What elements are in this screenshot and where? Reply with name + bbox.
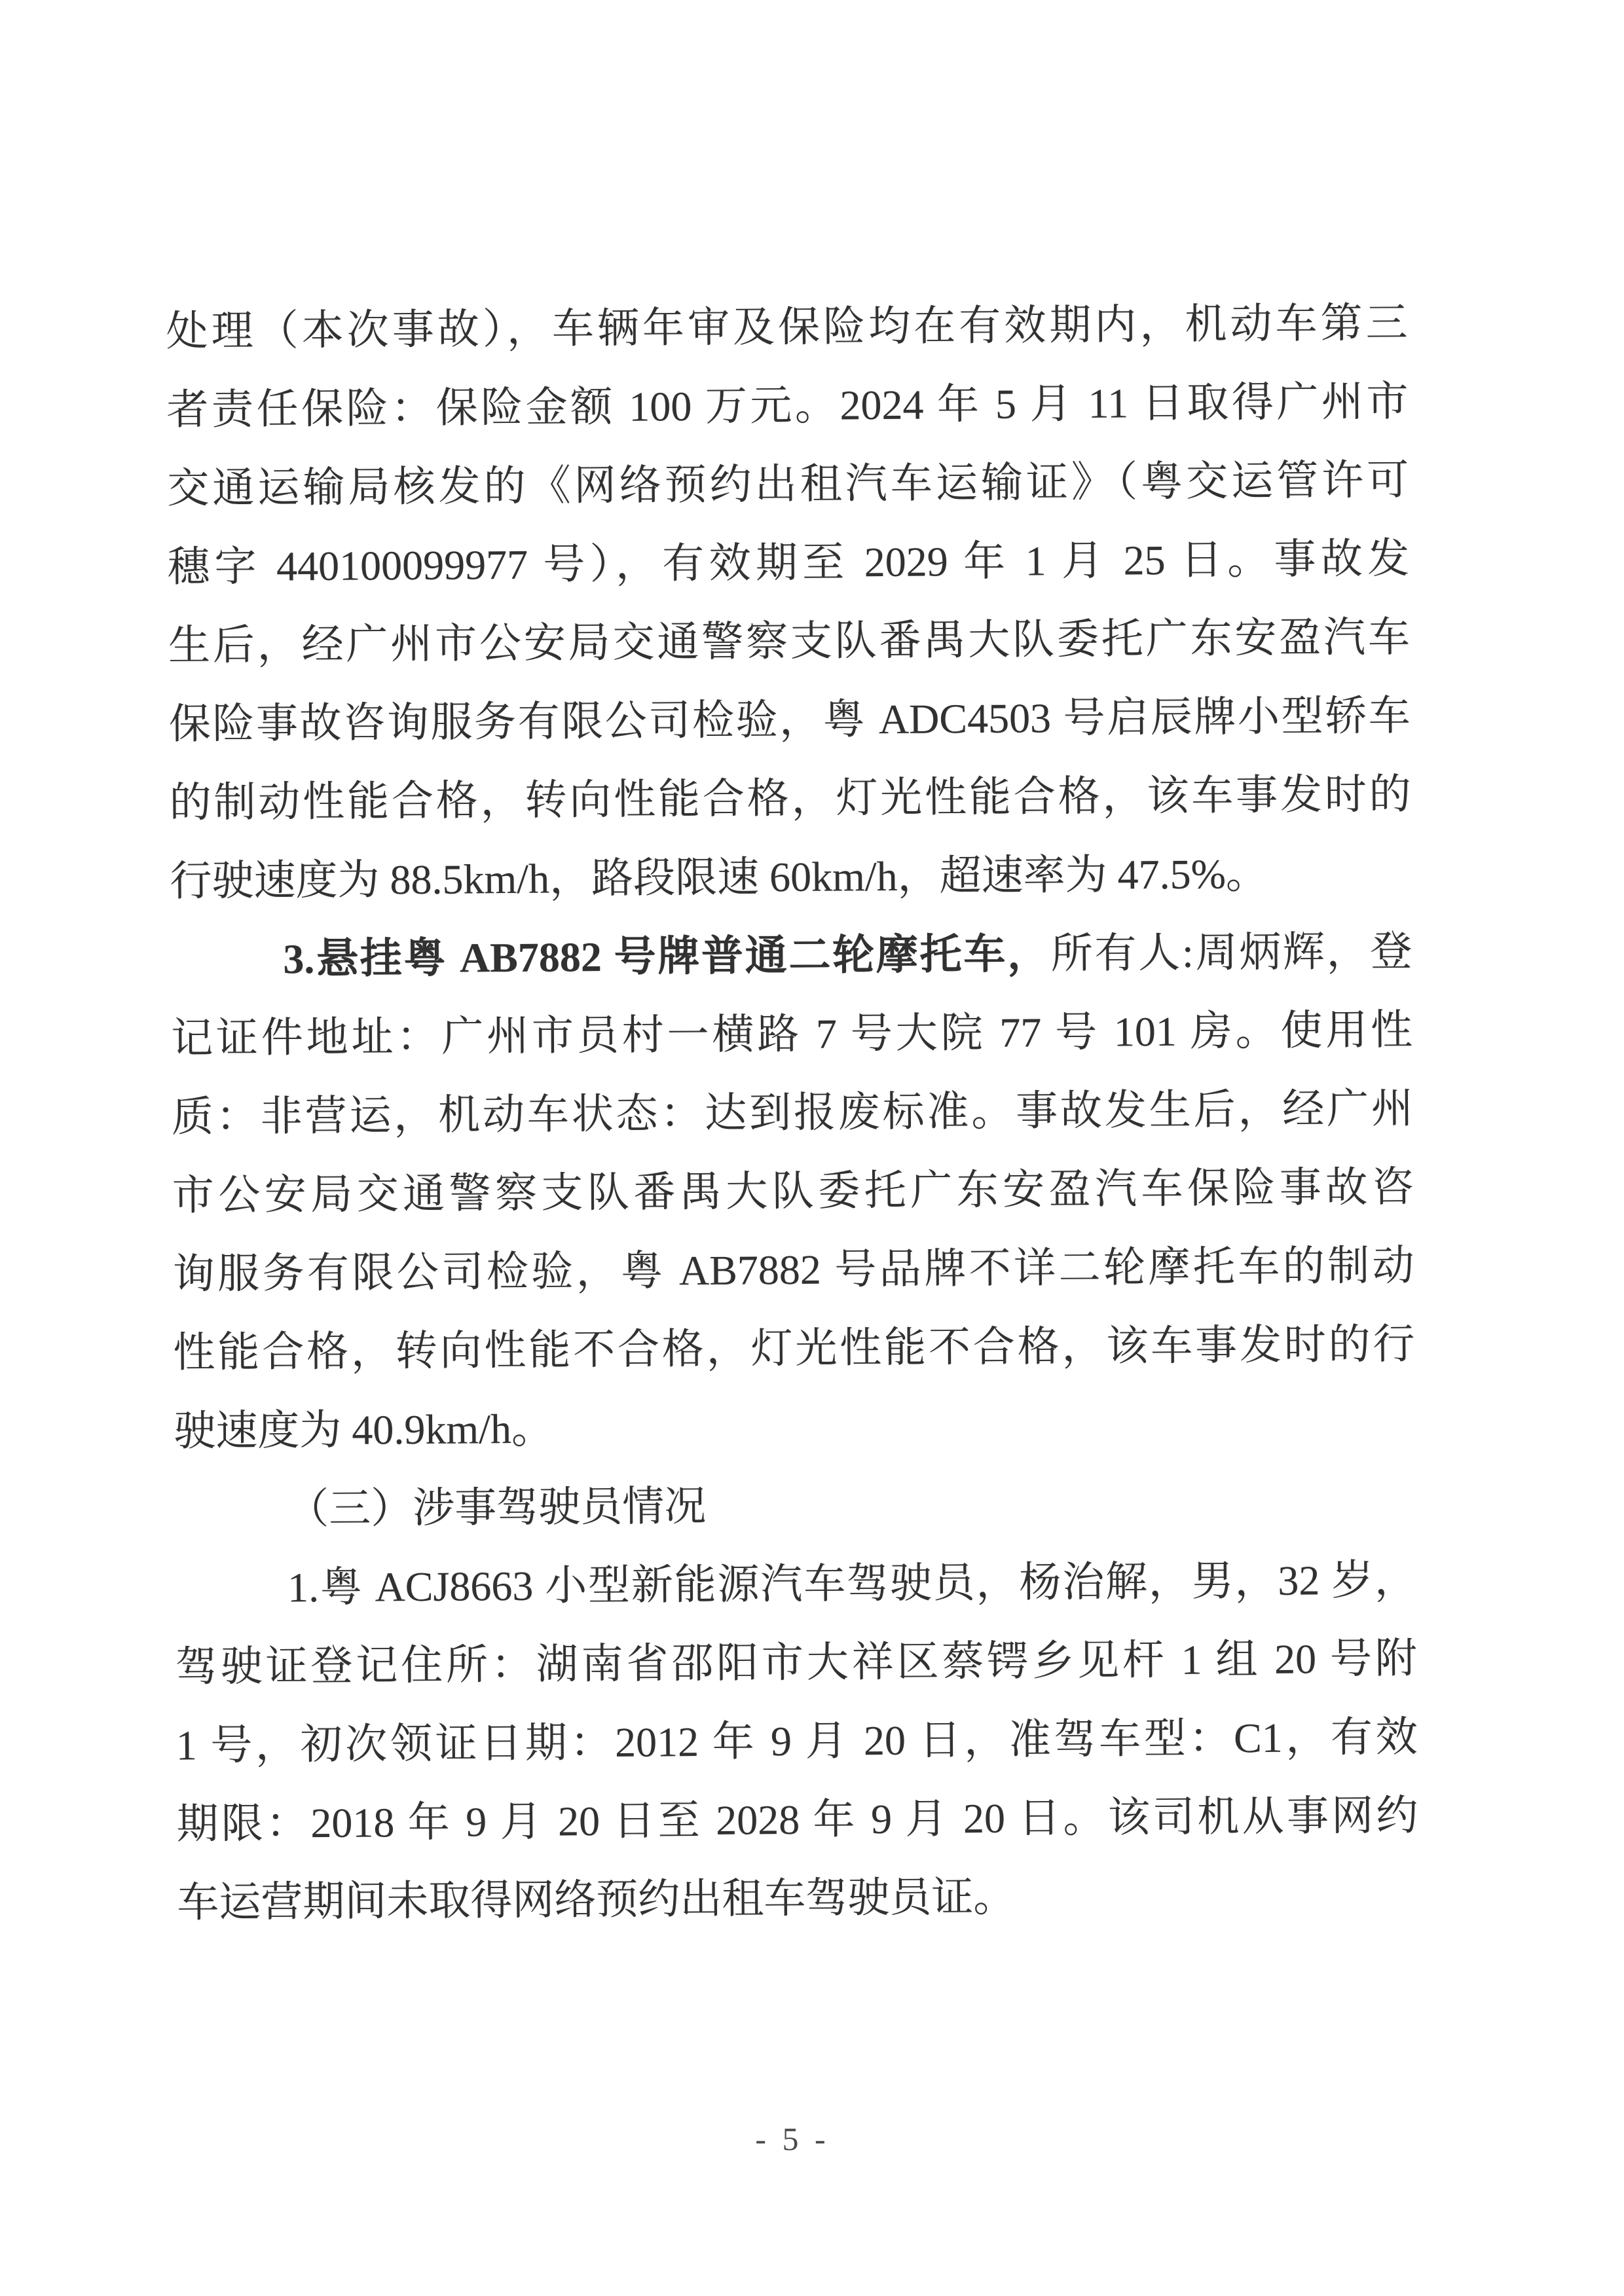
text-segment: 行驶速度为 88.5km/h，路段限速 60km/h，超速率为 47.5%。 [170,850,1268,905]
text-line [172,1148,1414,1235]
text-segment: 处理（本次事故），车辆年审及保险均在有效期内，机动车第三 [166,299,1408,355]
text-segment: 询服务有限公司检验，粤 AB7882 号品牌不详二轮摩托车的制动 [172,1242,1414,1298]
text-line [173,1305,1415,1392]
text-line [168,598,1411,685]
text-line [177,1855,1419,1942]
text-segment: 期限：2018 年 9 月 20 日至 2028 年 9 月 20 日。该司机从事网约 [176,1792,1418,1848]
text-segment: 者责任保险：保险金额 100 万元。2024 年 5 月 11 日取得广州市 [166,378,1409,433]
text-segment: 性能合格，转向性能不合格，灯光性能不合格，该车事发时的行 [173,1321,1415,1376]
text-line [166,283,1408,371]
text-line [169,755,1411,842]
text-line [176,1776,1418,1863]
text-line [170,912,1412,999]
text-segment: 生后，经广州市公安局交通警察支队番禺大队委托广东安盈汽车 [168,613,1411,669]
para-driver-1 [175,1540,1419,1942]
text-segment: 所有人:周炳辉，登 [1050,928,1412,977]
text-line [175,1540,1417,1628]
text-segment: 穗字 440100099977 号），有效期至 2029 年 1 月 25 日。事故发 [167,535,1410,591]
text-line [168,519,1410,606]
text-segment: 驾驶证登记住所：湖南省邵阳市大祥区蔡锷乡见杆 1 组 20 号附 [175,1635,1418,1690]
text-segment: 交通运输局核发的《网络预约出租汽车运输证》（粤交运管许可 [167,456,1409,512]
text-segment: 1 号，初次领证日期：2012 年 9 月 20 日，准驾车型：C1，有效 [175,1713,1418,1769]
text-line [172,1226,1414,1313]
text-segment: 驶速度为 40.9km/h。 [174,1405,554,1455]
text-line [175,1619,1417,1706]
text-segment: 1.粤 ACJ8663 小型新能源汽车驾驶员，杨治解，男，32 岁， [287,1556,1417,1611]
text-segment: （三）涉事驾驶员情况 [286,1482,707,1533]
text-line [166,362,1409,449]
text-segment: 车运营期间未取得网络预约出租车驾驶员证。 [177,1873,1016,1926]
para-vehicle-2-continued [166,283,1412,920]
heading-section-3-drivers [174,1462,1416,1549]
text-line [174,1383,1416,1470]
text-segment: 市公安局交通警察支队番禺大队委托广东安盈汽车保险事故咨 [172,1163,1414,1219]
text-segment: 保险事故咨询服务有限公司检验，粤 ADC4503 号启辰牌小型轿车 [168,692,1411,748]
text-line [175,1698,1418,1785]
para-vehicle-3-motorcycle [170,912,1416,1470]
text-line [172,1069,1414,1156]
text-line [171,991,1413,1078]
text-line [170,833,1412,920]
text-segment: 质：非营运，机动车状态：达到报废标准。事故发生后，经广州 [171,1085,1414,1140]
text-segment: 记证件地址：广州市员村一横路 7 号大院 77 号 101 房。使用性 [170,1006,1413,1062]
bold-text-segment: 3.悬挂粤 AB7882 号牌普通二轮摩托车， [283,930,1052,983]
text-line [167,441,1409,528]
text-line [168,676,1411,763]
page-number: - 5 - [755,2121,830,2157]
text-line [174,1462,1416,1549]
text-segment: 的制动性能合格，转向性能合格，灯光性能合格，该车事发时的 [169,771,1411,826]
document-body [166,283,1419,1942]
